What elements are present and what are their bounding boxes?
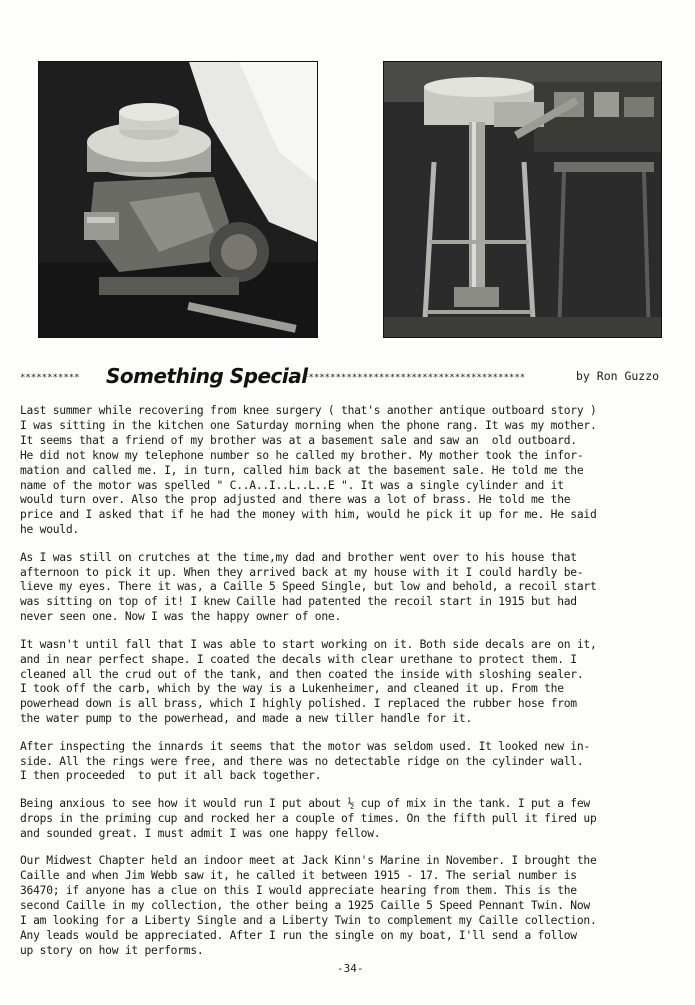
text-line: the water pump to the powerhead, and made a new tiller handle for it. xyxy=(20,712,473,726)
text-line: Being anxious to see how it would run I put about ½ cup of mix in the tank. I put a few xyxy=(20,796,590,810)
decorative-stars-right: ***************************************** xyxy=(303,373,526,383)
text-line: It wasn't until fall that I was able to start working on it. Both side decals are on it, xyxy=(20,637,597,651)
paragraph-5 xyxy=(20,797,684,842)
text-line: was sitting on top of it! I knew Caille had patented the recoil start in 1915 but had xyxy=(20,595,577,609)
article-header xyxy=(20,364,680,392)
paragraph-2 xyxy=(20,551,684,626)
text-line: cleaned all the crud out of the tank, and then coated the inside with sloshing sealer. xyxy=(20,667,584,681)
text-line: would turn over. Also the prop adjusted and there was a lot of brass. He told me the xyxy=(20,493,571,507)
text-line: never seen one. Now I was the happy owner of one. xyxy=(20,610,342,624)
paragraph-1 xyxy=(20,404,684,538)
page-number: -34- xyxy=(337,962,364,975)
text-line: I am looking for a Liberty Single and a Liberty Twin to complement my Caille collection. xyxy=(20,913,597,927)
text-line: Last summer while recovering from knee surgery ( that's another antique outboard story ) xyxy=(20,404,597,417)
photo-motor-top-view-graphic xyxy=(39,62,317,337)
text-line: and in near perfect shape. I coated the decals with clear urethane to protect them. I xyxy=(20,652,577,666)
photo-motor-on-stand-graphic xyxy=(384,62,661,337)
article-body xyxy=(20,404,684,971)
text-line: afternoon to pick it up. When they arrived back at my house with it I could hardly be- xyxy=(20,565,584,579)
text-line: name of the motor was spelled " C..A..I..L..L..E ". It was a single cylinder and it xyxy=(20,478,564,492)
text-line: up story on how it performs. xyxy=(20,943,204,957)
text-line: powerhead down is all brass, which I highly polished. I replaced the rubber hose from xyxy=(20,697,577,711)
text-line: I was sitting in the kitchen one Saturday morning when the phone rang. It was my mother. xyxy=(20,418,597,432)
photo-motor-top-view xyxy=(38,61,318,338)
text-line: lieve my eyes. There it was, a Caille 5 Speed Single, but low and behold, a recoil start xyxy=(20,580,597,594)
text-line: he would. xyxy=(20,523,79,537)
text-line: drops in the priming cup and rocked her a couple of times. On the fifth pull it fired up xyxy=(20,811,597,825)
text-line: Our Midwest Chapter held an indoor meet at Jack Kinn's Marine in November. I brought the xyxy=(20,854,597,868)
photo-motor-on-stand xyxy=(383,61,662,338)
text-line: As I was still on crutches at the time,my dad and brother went over to his house that xyxy=(20,550,577,564)
text-line: second Caille in my collection, the other being a 1925 Caille 5 Speed Pennant Twin. Now xyxy=(20,898,590,912)
paragraph-6 xyxy=(20,854,684,958)
text-line: price and I asked that if he had the money with him, would he pick it up for me. He said xyxy=(20,508,597,522)
paragraph-4 xyxy=(20,740,684,785)
text-line: It seems that a friend of my brother was at a basement sale and saw an old outboard. xyxy=(20,433,577,447)
paragraph-3 xyxy=(20,638,684,727)
text-line: and sounded great. I must admit I was one happy fellow. xyxy=(20,826,381,840)
text-line: 36470; if anyone has a clue on this I would appreciate hearing from them. This is the xyxy=(20,883,577,897)
text-line: I then proceeded to put it all back together. xyxy=(20,769,322,783)
text-line: mation and called me. I, in turn, called him back at the basement sale. He told me the xyxy=(20,463,584,477)
decorative-stars-left: *********** xyxy=(20,373,80,383)
text-line: After inspecting the innards it seems that the motor was seldom used. It looked new in- xyxy=(20,739,590,753)
article-byline: by Ron Guzzo xyxy=(576,369,660,383)
text-line: Any leads would be appreciated. After I run the single on my boat, I'll send a follow xyxy=(20,928,577,942)
text-line: I took off the carb, which by the way is a Lukenheimer, and cleaned it up. From the xyxy=(20,682,564,696)
text-line: He did not know my telephone number so he called my brother. My mother took the infor- xyxy=(20,448,584,462)
text-line: side. All the rings were free, and there was no detectable ridge on the cylinder wall. xyxy=(20,754,584,768)
article-title: Something Special xyxy=(106,364,308,388)
text-line: Caille and when Jim Webb saw it, he called it between 1915 - 17. The serial number is xyxy=(20,868,577,882)
